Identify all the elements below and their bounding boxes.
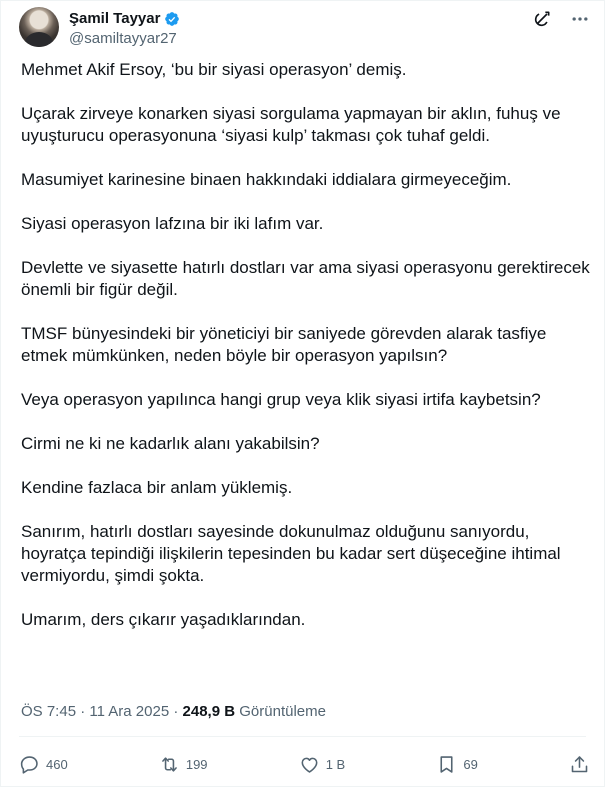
tweet-header xyxy=(19,7,590,49)
reply-count: 460 xyxy=(46,756,68,772)
tweet-paragraph: Uçarak zirveye konarken siyasi sorgulama yapmayan bir aklın, fuhuş ve uyuşturucu operasyonuna ‘siyasi kulp’ takması çok tuhaf geldi. xyxy=(21,104,561,145)
bookmark-button[interactable] xyxy=(436,754,477,775)
like-icon xyxy=(299,754,320,775)
bookmark-count: 69 xyxy=(463,756,478,772)
repost-count: 199 xyxy=(185,756,208,772)
author-name-line xyxy=(69,10,180,27)
verified-badge-icon[interactable] xyxy=(164,11,180,27)
grok-icon[interactable] xyxy=(532,9,552,29)
repost-icon xyxy=(159,754,180,775)
avatar[interactable] xyxy=(19,7,59,47)
meta-separator: · xyxy=(169,703,183,720)
author-display-name[interactable]: Şamil Tayyar xyxy=(69,10,161,27)
reply-button[interactable] xyxy=(19,754,68,775)
tweet-paragraph: Kendine fazlaca bir anlam yüklemiş. xyxy=(21,478,293,497)
author-handle[interactable]: @samiltayyar27 xyxy=(69,30,177,47)
views-count: 248,9 B xyxy=(182,703,236,720)
views-label: Görüntüleme xyxy=(239,703,326,720)
tweet-paragraph: Veya operasyon yapılınca hangi grup veya klik siyasi irtifa kaybetsin? xyxy=(21,390,541,409)
tweet-time[interactable]: ÖS 7:45 xyxy=(21,703,77,720)
header-icons xyxy=(532,9,590,29)
tweet-paragraph: Masumiyet karinesine binaen hakkındaki iddialara girmeyeceğim. xyxy=(21,170,512,189)
divider xyxy=(19,736,586,737)
like-button[interactable] xyxy=(299,754,346,775)
action-bar xyxy=(19,746,590,782)
share-icon xyxy=(569,754,590,775)
meta-separator: · xyxy=(76,703,90,720)
repost-button[interactable] xyxy=(159,754,208,775)
bookmark-icon xyxy=(436,754,457,775)
like-count: 1 B xyxy=(325,756,346,772)
reply-icon xyxy=(19,754,40,775)
tweet-date[interactable]: 11 Ara 2025 xyxy=(89,703,170,720)
share-button[interactable] xyxy=(569,754,590,775)
more-icon[interactable] xyxy=(570,9,590,29)
tweet-paragraph: Umarım, ders çıkarır yaşadıklarından. xyxy=(21,610,306,629)
tweet-paragraph: Siyasi operasyon lafzına bir iki lafım var. xyxy=(21,214,324,233)
tweet-text xyxy=(21,59,591,653)
tweet-meta xyxy=(21,703,326,720)
tweet-paragraph: Sanırım, hatırlı dostları sayesinde dokunulmaz olduğunu sanıyordu, hoyratça tepindiği ilişkilerin tepesinden bu kadar sert düşeceğine ihtimal vermiyordu, şimdi şokta. xyxy=(21,522,561,585)
tweet-paragraph: TMSF bünyesindeki bir yöneticiyi bir saniyede görevden alarak tasfiye etmek mümkünken, neden böyle bir operasyon yapılsın? xyxy=(21,324,547,365)
tweet-paragraph: Mehmet Akif Ersoy, ‘bu bir siyasi operasyon’ demiş. xyxy=(21,60,407,79)
tweet-paragraph: Cirmi ne ki ne kadarlık alanı yakabilsin? xyxy=(21,434,320,453)
tweet-paragraph: Devlette ve siyasette hatırlı dostları var ama siyasi operasyonu gerektirecek önemli bir figür değil. xyxy=(21,258,590,299)
